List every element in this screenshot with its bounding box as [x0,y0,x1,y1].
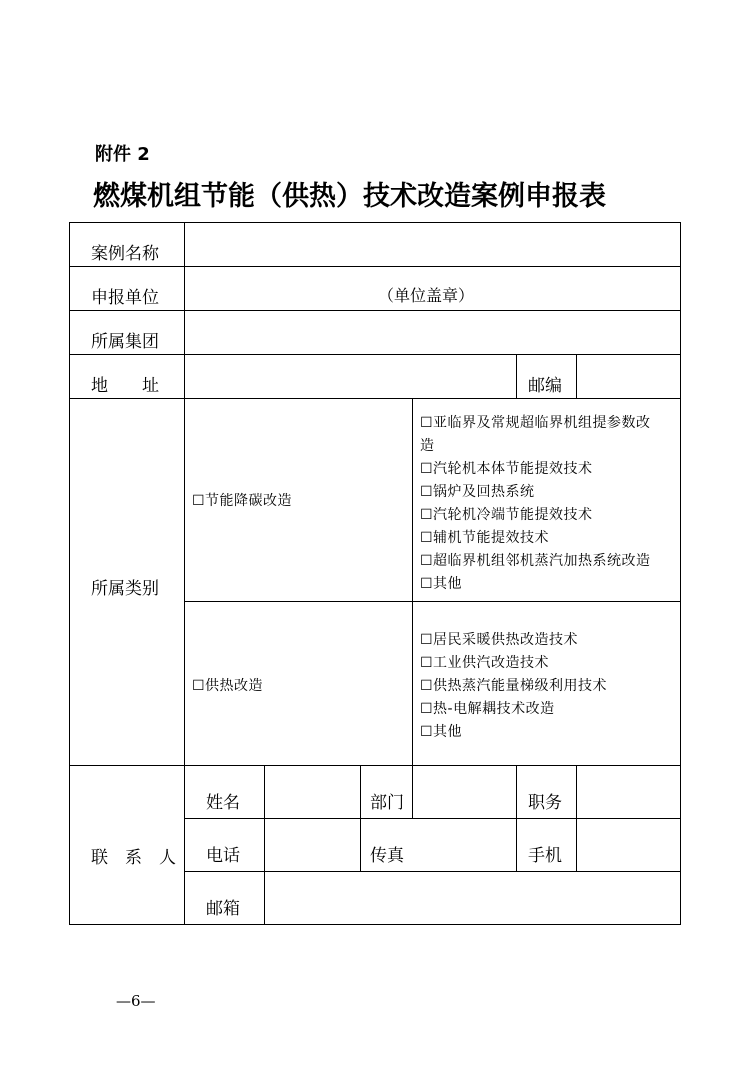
application-form-table [69,222,681,925]
energy-saving-sub-option[interactable]: ☐超临界机组邻机蒸汽加热系统改造 [420,553,651,569]
energy-saving-sub-option[interactable]: ☐其他 [420,576,463,592]
row-divider [69,354,681,355]
mobile-label: 手机 [528,846,562,866]
page-number: —6— [116,992,156,1010]
col-divider [264,765,265,925]
table-border-bottom [69,924,681,925]
address-label: 地 址 [91,376,159,396]
energy-saving-sub-option[interactable]: ☐辅机节能提效技术 [420,530,550,546]
category-label: 所属类别 [91,579,159,599]
energy-saving-checkbox-option[interactable]: ☐节能降碳改造 [192,493,293,509]
dept-label: 部门 [370,793,404,813]
energy-saving-sub-option[interactable]: ☐锅炉及回热系统 [420,484,535,500]
heating-sub-option[interactable]: ☐热-电解耦技术改造 [420,701,555,717]
row-divider [69,266,681,267]
row-divider [184,818,681,819]
seal-note: （单位盖章） [378,286,475,305]
heating-sub-option[interactable]: ☐居民采暖供热改造技术 [420,632,579,648]
heating-sub-option[interactable]: ☐工业供汽改造技术 [420,655,550,671]
postcode-label: 邮编 [528,376,562,396]
phone-label: 电话 [206,846,240,866]
row-divider [69,310,681,311]
energy-saving-sub-option[interactable]: ☐亚临界及常规超临界机组提参数改 [420,415,651,431]
row-divider [184,871,681,872]
heating-checkbox-option[interactable]: ☐供热改造 [192,678,264,694]
col-divider [412,398,413,818]
email-label: 邮箱 [206,899,240,919]
table-border-top [69,222,681,223]
name-label: 姓名 [206,793,240,813]
energy-saving-sub-option[interactable]: ☐汽轮机冷端节能提效技术 [420,507,593,523]
table-border-left [69,222,70,925]
heating-sub-option[interactable]: ☐其他 [420,724,463,740]
attachment-label: 附件 2 [95,144,150,165]
applicant-unit-label: 申报单位 [91,288,159,308]
row-divider [69,398,681,399]
group-label: 所属集团 [91,332,159,352]
row-divider [184,601,681,602]
position-label: 职务 [528,793,562,813]
col-divider [576,354,577,398]
table-border-right [680,222,681,925]
form-title: 燃煤机组节能（供热）技术改造案例申报表 [93,181,606,212]
case-name-label: 案例名称 [91,244,159,264]
fax-label: 传真 [370,846,404,866]
col-divider [516,354,517,398]
heating-sub-option[interactable]: ☐供热蒸汽能量梯级利用技术 [420,678,608,694]
col-divider [516,765,517,871]
energy-saving-sub-option[interactable]: ☐汽轮机本体节能提效技术 [420,461,593,477]
col-divider [360,765,361,871]
energy-saving-sub-option-wrap: 造 [420,438,435,454]
col-divider [576,765,577,871]
col-divider [184,222,185,925]
row-divider [69,765,681,766]
contact-label: 联 系 人 [91,848,176,868]
